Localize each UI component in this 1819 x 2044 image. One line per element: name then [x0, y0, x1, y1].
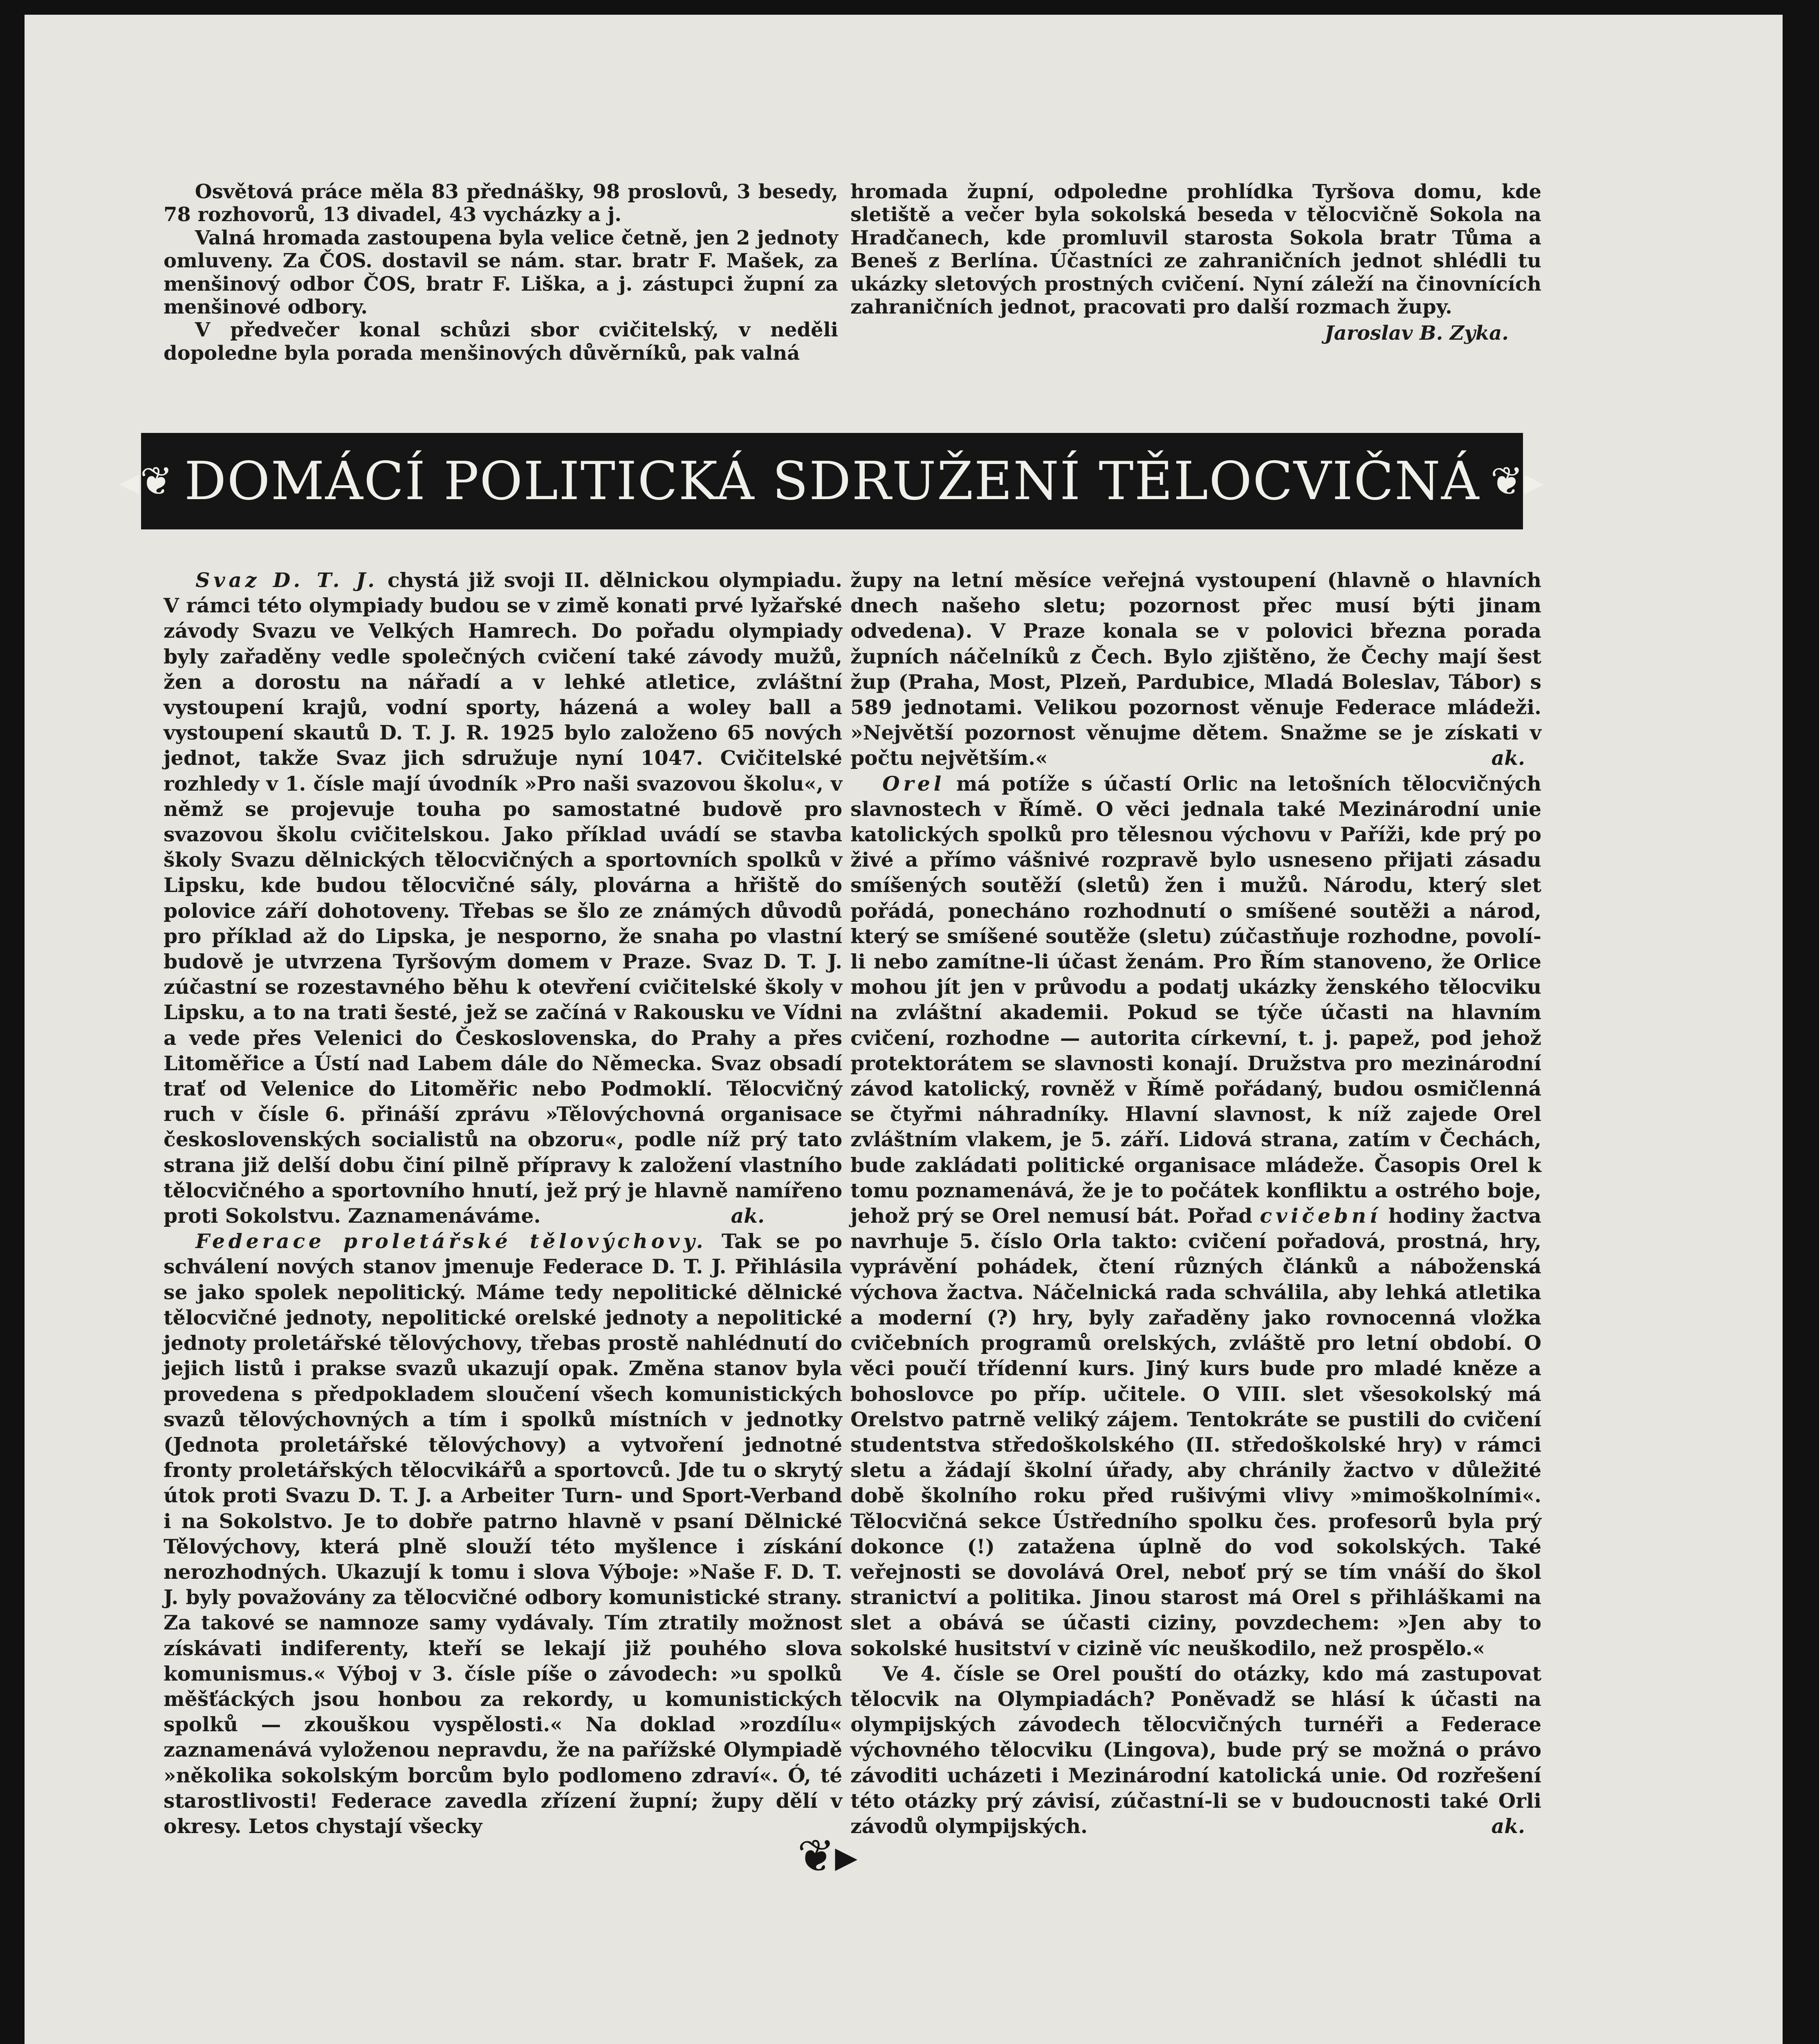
article-text-federace-cont: župy na letní měsíce veřejná vystoupení (hlavně o hlavních dnech našeho sletu; pozornost přec musí býti jinam odvedena). V Praze konala se v polovici března porada župních náčelníků z Čech. Bylo zjištěno, že Čechy mají šest žup (Praha, Most, Plzeň, Pardubice, Mladá Boleslav, Tábor) s 589 jednotami. Velikou pozornost věnuje Federace mládeži. »Největší pozornost věnujme dětem. Snažme se je získati v počtu největším.«	[850, 568, 1541, 770]
main-right-column	[850, 567, 1541, 1839]
top-right-paragraph: hromada župní, odpoledne prohlídka Tyršova domu, kde sletiště a večer byla sokolská beseda v tělocvičně Sokola na Hradčanech, kde promluvil starosta Sokola bratr Tůma a Beneš z Berlína. Účastníci ze zahraničních jednot shlédli tu ukázky sletových prostných cvičení. Nyní záleží na činovnících zahraničních jednot, pracovati pro další rozmach župy.	[850, 180, 1541, 319]
article-lead-svaz-dtj: Svaz D. T. J.	[195, 568, 378, 592]
article-orel	[850, 771, 1541, 1661]
top-left-paragraph-1: Osvětová práce měla 83 přednášky, 98 proslovů, 3 besedy, 78 rozhovorů, 13 divadel, 43 vycházky a j.	[164, 180, 838, 226]
top-left-paragraph-2: Valná hromada zastoupena byla velice četně, jen 2 jednoty omluveny. Za ČOS. dostavil se nám. star. bratr F. Mašek, za menšinový odbor ČOS, bratr F. Liška, a j. zástupci župní za menšinové odbory.	[164, 226, 838, 319]
article-text-orel-tail: hodiny žactva navrhuje 5. číslo Orla takto: cvičení pořadová, prostná, hry, vyprávění pohádek, čtení různých článků a náboženská výchova žactva. Náčelnická rada schválila, aby lehká atletika a moderní (?) hry, byly zařaděny jako rovnocenná vložka cvičebních programů orelských, zvláště pro letní období. O věci poučí třídenní kurs. Jiný kurs bude pro mladé kněze a bohoslovce po příp. učitele. O VIII. slet všesokolský má Orelstvo patrně veliký zájem. Tentokráte se pustili do cvičení studentstva středoškolského (II. středoškolské hry) v rámci sletu a žádají školní úřady, aby chránily žactvo v důležité době školního roku před rušivými vlivy »mimoškolními«. Tělocvičná sekce Ústředního spolku čes. profesorů byla prý dokonce (!) zatažena úplně do vod sokolských. Také veřejnosti se dovolává Orel, neboť prý se tím vnáší do škol stranictví a politika. Jinou starost má Orel s přihláškami na slet a obává se účasti ciziny, povzdechem: »Jen aby to sokolské husitství v cizině víc neuškodilo, než prospělo.«	[850, 1204, 1541, 1660]
article-text-federace: Tak se po schválení nových stanov jmenuje Federace D. T. J. Přihlásila se jako spolek nepolitický. Máme tedy nepolitické dělnické tělocvičné jednoty, nepolitické orelské jednoty a nepolitické jednoty proletářské tělovýchovy, třebas prostě nahlédnutí do jejich listů i prakse svazů ukazují opak. Změna stanov byla provedena s předpokladem sloučení všech komunistických svazů tělovýchovných a tím i spolků místních v jednotky (Jednota proletářské tělovýchovy) a vytvoření jednotné fronty proletářských tělocvikářů a sportovců. Jde tu o skrytý útok proti Svazu D. T. J. a Arbeiter Turn- und Sport-Verband i na Sokolstvo. Je to dobře patrno hlavně v psaní Dělnické Tělovýchovy, která plně slouží této myšlence i získání nerozhodných. Ukazují k tomu i slova Výboje: »Naše F. D. T. J. byly považovány za tělocvičné odbory komunistické strany. Za takové se namnoze samy vydávaly. Tím ztratily možnost získávati indiferenty, kteří se lekají již pouhého slova komunismus.« Výboj v 3. čísle píše o závodech: »u spolků měšťáckých jsou honbou za rekordy, u komunistických spolků — zkouškou vyspělosti.« Na doklad »rozdílu« zaznamenává vyloženou nepravdu, že na pařížské Olympiadě »několika sokolským borcům bylo podlomeno zdraví«. Ó, té starostlivosti! Federace zavedla zřízení župní; župy dělí v okresy. Letos chystají všecky	[164, 1229, 842, 1838]
article-lead-orel: Orel	[882, 771, 945, 796]
section-title: DOMÁCÍ POLITICKÁ SDRUŽENÍ TĚLOCVIČNÁ	[184, 450, 1480, 512]
article-spaced-word: cvičební	[1260, 1204, 1381, 1228]
top-left-paragraph-3: V předvečer konal schůzi sbor cvičitelský, v neděli dopoledne byla porada menšinových důvěrníků, pak valná	[164, 318, 838, 365]
article-sign-3: ak.	[1491, 1814, 1525, 1838]
top-right-column	[850, 180, 1541, 345]
article-federace	[164, 1228, 842, 1839]
journal-page	[25, 15, 1783, 2044]
section-banner	[119, 433, 1545, 529]
article-text-orel: má potíže s účastí Orlic na letošních tělocvičných slavnostech v Římě. O věci jednala také Mezinárodní unie katolických spolků pro tělesnou výchovu v Paříži, kde prý po živé a přímo vášnivé rozpravě bylo usneseno přijati zásadu smíšených soutěží (sletů) žen i mužů. Národu, který slet pořádá, ponecháno rozhodnutí o smíšené soutěži a národ, který se smíšené soutěže (sletu) zúčastňuje rozhodne, povolí-li nebo zamítne-li účast ženám. Pro Řím stanoveno, že Orlice mohou jít jen v průvodu a podatj ukázky ženského tělocviku na zvláštní akademii. Pokud se týče účasti na hlavním cvičení, rozhodne — autorita církevní, t. j. papež, pod jehož protektorátem se slavnosti konají. Družstva pro mezinárodní závod katolický, rovněž v Římě pořádaný, budou osmičlenná se čtyřmi náhradníky. Hlavní slavnost, k níž zajede Orel zvláštním vlakem, je 5. září. Lidová strana, zatím v Čechách, bude zakládati politické organisace mládeže. Časopis Orel k tomu poznamenává, že je to počátek konfliktu a ostrého boje, jehož prý se Orel nemusí bát. Pořad	[850, 771, 1541, 1228]
end-ornament-icon: ❦▸	[797, 1830, 858, 1882]
article-olympiady	[850, 1661, 1541, 1839]
article-sign-1: ak.	[731, 1204, 765, 1228]
article-lead-federace: Federace proletářské tělovýchovy.	[195, 1229, 707, 1253]
top-left-column	[164, 180, 838, 365]
banner-right-ornament-icon: ❦▸	[1490, 458, 1545, 504]
article-text-olympiady: Ve 4. čísle se Orel pouští do otázky, kdo má zastupovat tělocvik na Olympiadách? Poněvadž se hlásí k účasti na olympijských závodech tělocvičných turnéři a Federace výchovného tělocviku (Lingova), bude prý se možná o právo závoditi ucházeti i Mezinárodní katolická unie. Od rozřešení této otázky prý závisí, zúčastní-li se v budoucnosti také Orli závodů olympijských.	[850, 1661, 1541, 1838]
banner-left-ornament-icon: ◂❦	[119, 458, 174, 504]
author-signature: Jaroslav B. Zyka.	[1324, 322, 1509, 345]
article-sign-2: ak.	[1491, 746, 1525, 770]
main-left-column	[164, 567, 842, 1839]
article-text-svaz-dtj: chystá již svoji II. dělnickou olympiadu. V rámci této olympiady budou se v zimě konati prvé lyžařské závody Svazu ve Velkých Hamrech. Do pořadu olympiady byly zařaděny vedle společných cvičení také závody mužů, žen a dorostu na nářadí a v lehké atletice, zvláštní vystoupení krajů, vodní sporty, házená a woley ball a vystoupení skautů D. T. J. R. 1925 bylo založeno 65 nových jednot, takže Svaz jich sdružuje nyní 1047. Cvičitelské rozhledy v 1. čísle mají úvodník »Pro naši svazovou školu«, v němž se projevuje touha po samostatné budově pro svazovou školu cvičitelskou. Jako příklad uvádí se stavba školy Svazu dělnických tělocvičných a sportovních spolků v Lipsku, kde budou tělocvičné sály, plovárna a hřiště do polovice září dohotoveny. Třebas se šlo ze známých důvodů pro příklad až do Lipska, je nesporno, že snaha po vlastní budově je utvrzena Tyršovým domem v Praze. Svaz D. T. J. zúčastní se rozestavného běhu k otevření cvičitelské školy v Lipsku, a to na trati šesté, jež se začíná v Rakousku ve Vídni a vede přes Velenici do Československa, do Prahy a přes Litoměřice a Ústí nad Labem dále do Německa. Svaz obsadí trať od Velenice do Litoměřic nebo Podmoklí. Tělocvičný ruch v čísle 6. přináší zprávu »Tělovýchovná organisace československých socialistů na obzoru«, podle níž prý tato strana již delší dobu činí pilně přípravy k založení vlastního tělocvičného a sportovního hnutí, jež prý je hlavně namířeno proti Sokolstvu. Zaznamenáváme.	[164, 568, 842, 1228]
article-svaz-dtj	[164, 567, 842, 1228]
article-federace-continued	[850, 567, 1541, 771]
